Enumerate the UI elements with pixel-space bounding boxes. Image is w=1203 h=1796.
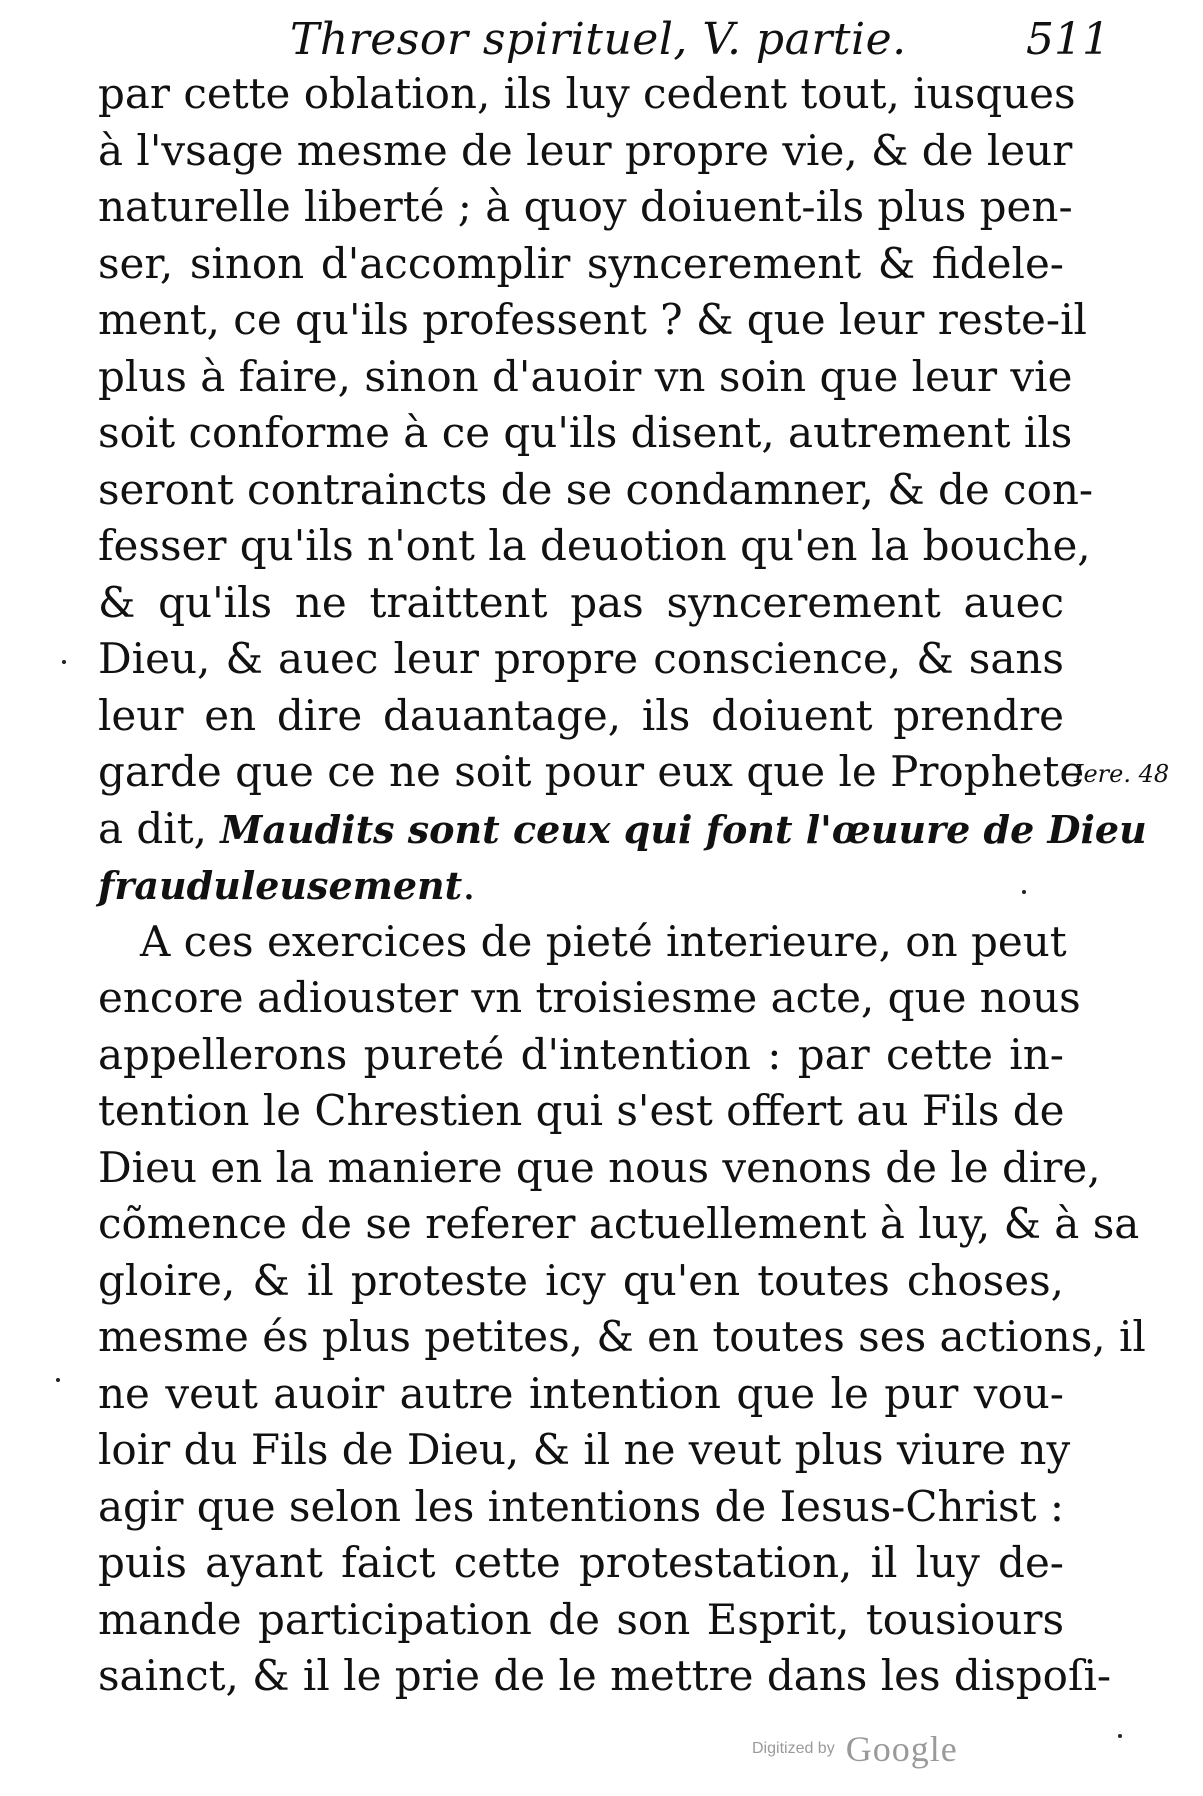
text-line: mesme és plus petites, & en toutes ses actions, il [98,1312,1146,1361]
text-line: par cette oblation, ils luy cedent tout, iusques [98,69,1076,118]
text-line: ser, sinon d'accomplir syncerement & fidele- [98,238,1064,288]
text-line: Dieu en la maniere que nous venons de le dire, [98,1142,1101,1192]
text-line: tention le Chrestien qui s'est offert au Fils de [98,1086,1065,1135]
quote-line-end [98,857,1064,914]
text-line: soit conforme à ce qu'ils disent, autrement ils [98,408,1073,457]
quote-lead: a dit, [98,803,221,853]
page-number: 511 [1026,14,1110,65]
text-line: à l'vsage mesme de leur propre vie, & de leur [98,125,1073,175]
paragraph-first-line: A ces exercices de pieté interieure, on peut [140,916,1067,966]
text-line: ment, ce qu'ils professent ? & que leur reste-il [98,295,1087,344]
text-line: cõmence de se referer actuellement à luy, & à sa [98,1199,1140,1248]
text-line: naturelle liberté ; à quoy doiuent-ils plus pen- [98,182,1073,231]
text-line: appellerons pureté d'intention : par cette in- [98,1029,1064,1079]
watermark [752,1728,958,1768]
scripture-quote: Maudits sont ceux qui font l'œuure de Dieu [220,806,1147,852]
text-line: Dieu, & auec leur propre conscience, & sans [98,634,1064,683]
margin-note: Iere. 48 [1074,760,1170,788]
ink-speck [1118,1734,1122,1738]
text-line: loir du Fils de Dieu, & il ne veut plus viure ny [98,1425,1071,1474]
quote-tail: . [462,860,476,909]
text-line: fesser qu'ils n'ont la deuotion qu'en la bouche, [98,521,1091,570]
running-head [230,14,1110,74]
watermark-brand: Google [845,1729,958,1769]
text-line: sainct, & il le prie de le mettre dans les dispoſi- [98,1651,1112,1700]
text-line: ne veut auoir autre intention que le pur vou- [98,1368,1064,1418]
scripture-quote-end: frauduleusement [98,863,463,908]
ink-speck [62,660,66,664]
text-line: plus à faire, sinon d'auoir vn soin que leur vie [98,351,1073,401]
text-line: encore adiouster vn troisiesme acte, que nous [98,973,1081,1022]
quote-line [98,801,1147,858]
running-title: Thresor spirituel, V. partie. [290,14,907,65]
text-line: puis ayant faict cette protestation, il luy de- [98,1538,1064,1587]
text-line: seront contraincts de se condamner, & de con- [98,464,1094,514]
text-line: gloire, & il proteste icy qu'en toutes choses, [98,1255,1064,1305]
text-line: garde que ce ne soit pour eux que le Prophete [98,747,1085,796]
watermark-prefix: Digitized by [752,1740,835,1757]
ink-speck [56,1378,60,1382]
ink-speck [1022,890,1026,894]
text-line: & qu'ils ne traittent pas syncerement auec [98,577,1064,627]
text-line: leur en dire dauantage, ils doiuent prendre [98,690,1064,740]
text-line: agir que selon les intentions de Iesus-Christ : [98,1481,1064,1531]
text-line: mande participation de son Esprit, tousiours [98,1594,1064,1644]
